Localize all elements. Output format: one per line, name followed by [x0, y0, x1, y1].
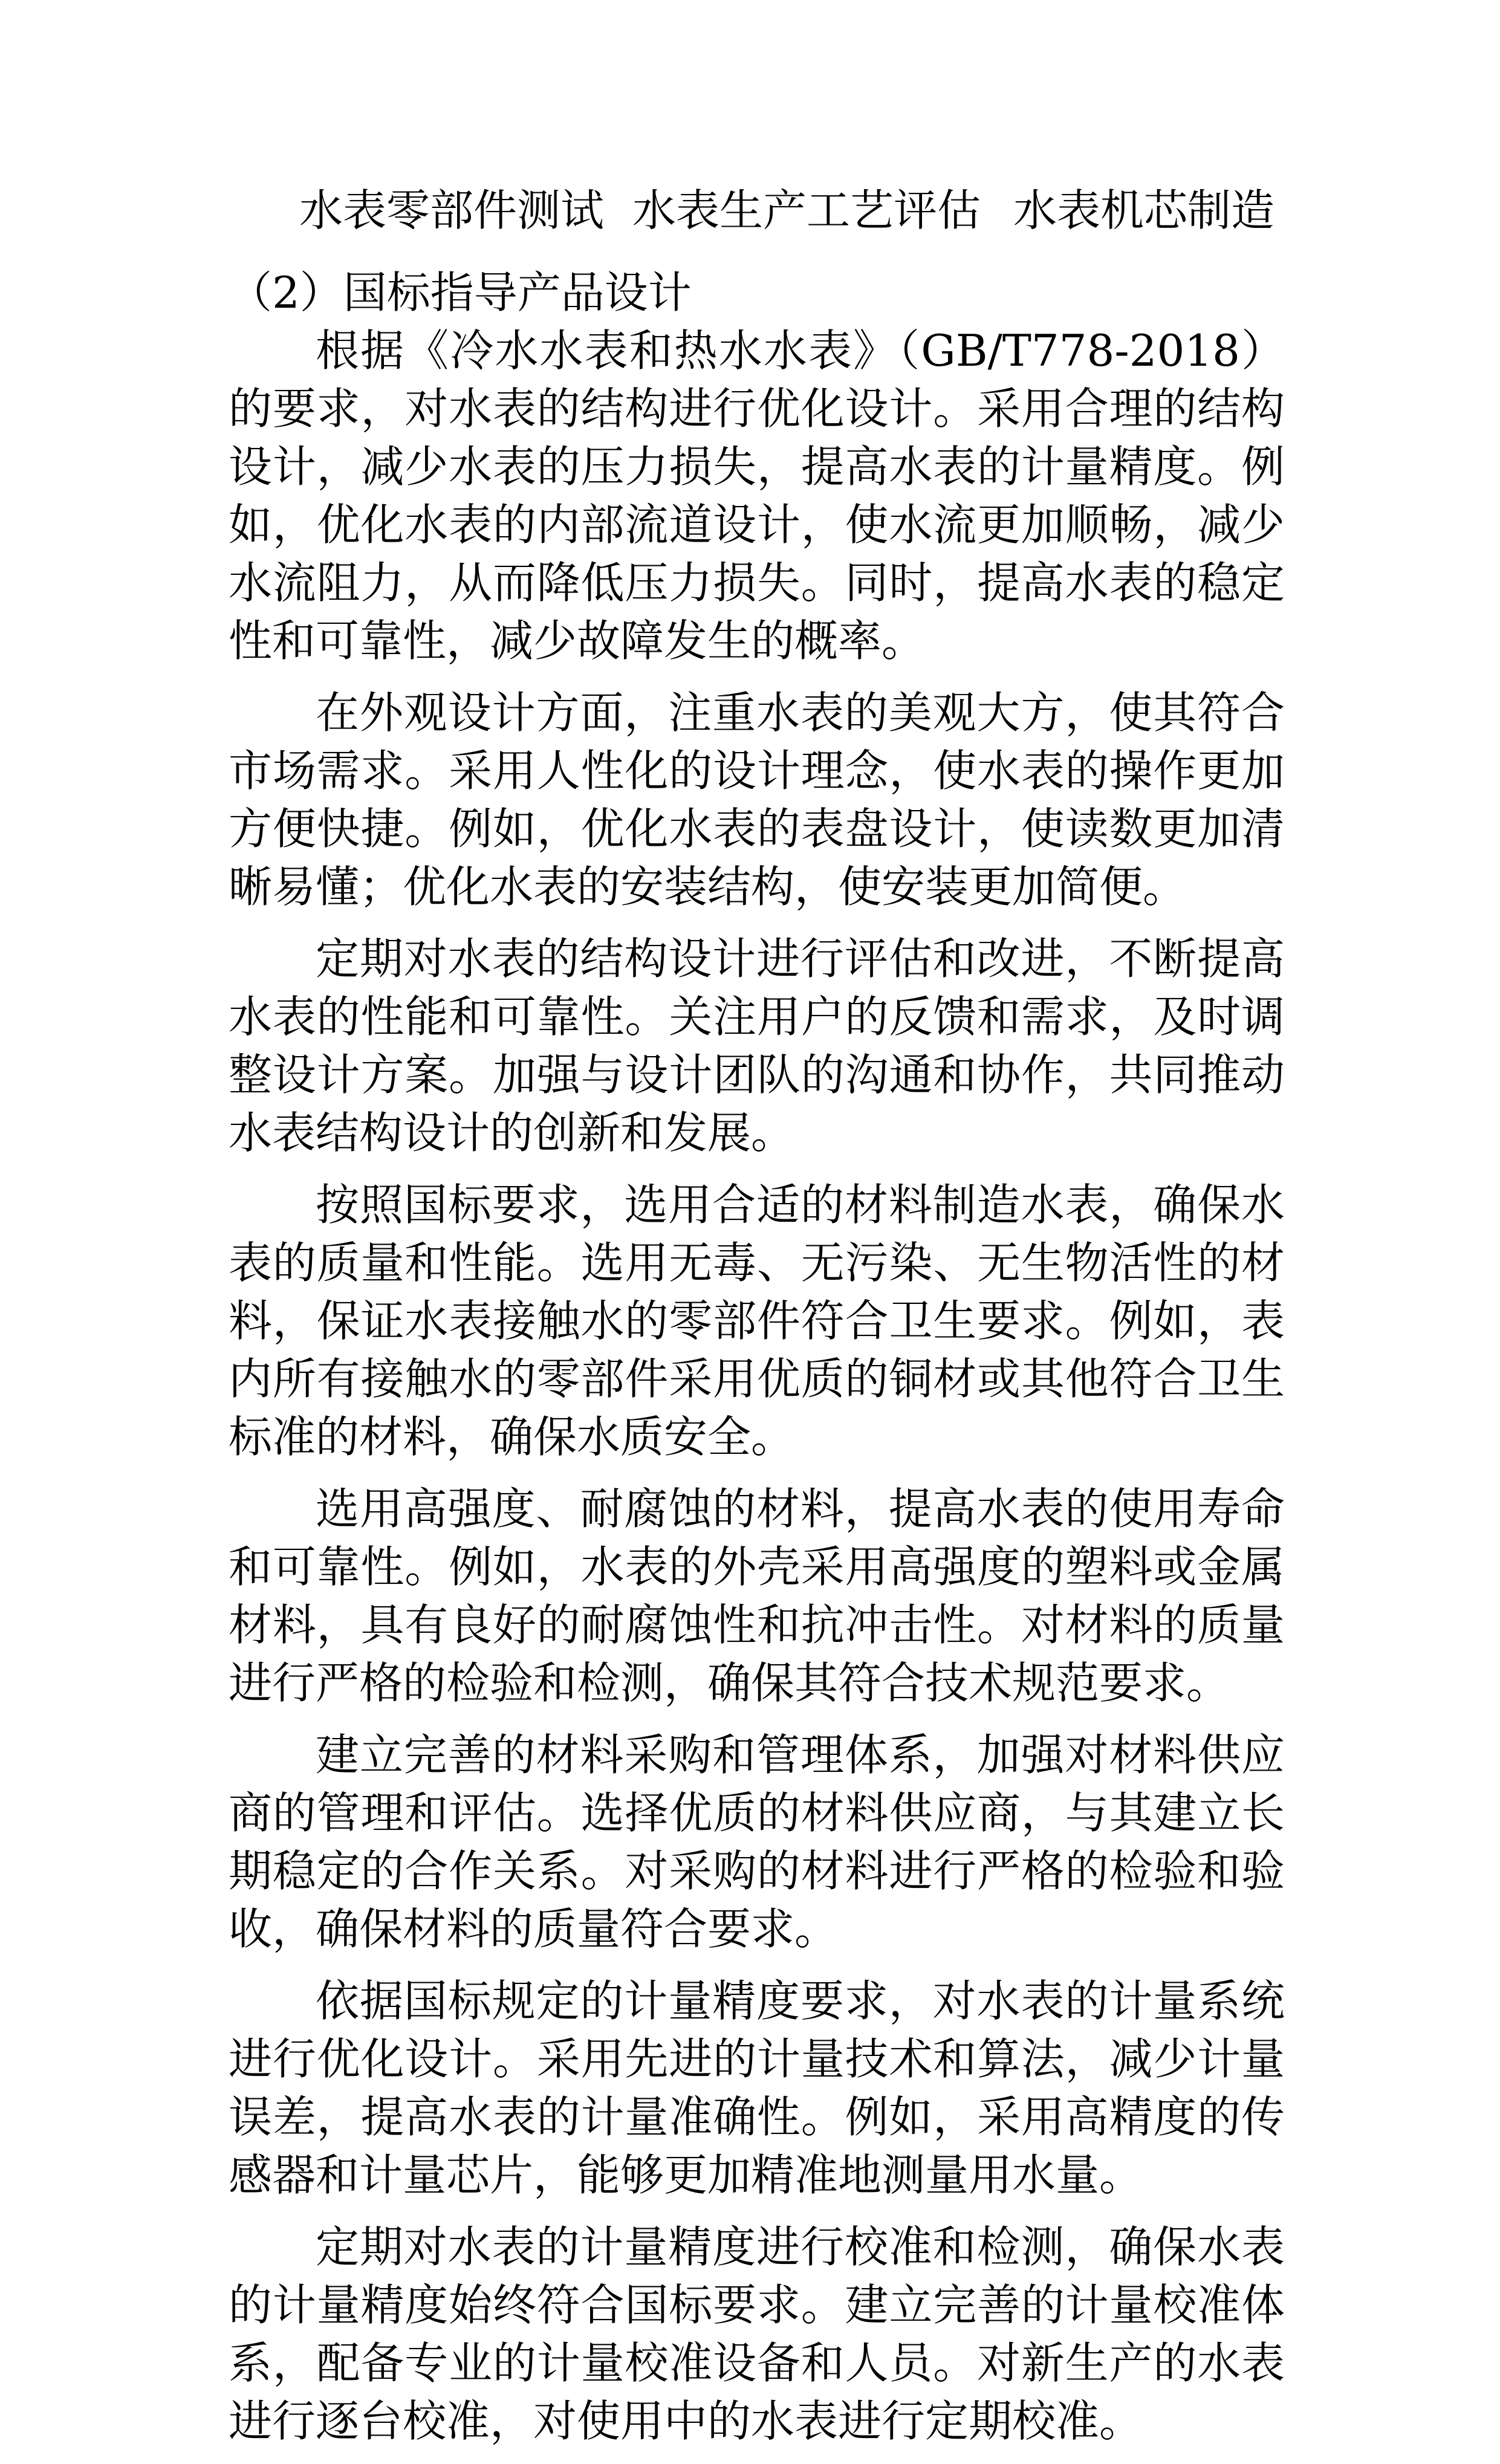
paragraph: 按照国标要求，选用合适的材料制造水表，确保水表的质量和性能。选用无毒、无污染、无生物活性的材料，保证水表接触水的零部件符合卫生要求。例如，表内所有接触水的零部件采用优质的铜材或其他符合卫生标准的材料，确保水质安全。	[229, 1179, 1285, 1462]
paragraph: 定期对水表的结构设计进行评估和改进，不断提高水表的性能和可靠性。关注用户的反馈和需求，及时调整设计方案。加强与设计团队的沟通和协作，共同推动水表结构设计的创新和发展。	[229, 933, 1285, 1158]
paragraph: 选用高强度、耐腐蚀的材料，提高水表的使用寿命和可靠性。例如，水表的外壳采用高强度的塑料或金属材料，具有良好的耐腐蚀性和抗冲击性。对材料的质量进行严格的检验和检测，确保其符合技术规范要求。	[229, 1483, 1285, 1708]
paragraph: 定期对水表的计量精度进行校准和检测，确保水表的计量精度始终符合国标要求。建立完善的计量校准体系，配备专业的计量校准设备和人员。对新生产的水表进行逐台校准，对使用中的水表进行定期校准。	[229, 2222, 1285, 2446]
flow-label-parts-testing: 水表零部件测试	[299, 185, 605, 236]
flow-label-process-evaluation: 水表生产工艺评估	[632, 185, 981, 236]
flow-labels-row	[229, 181, 1285, 239]
paragraph: 根据《冷水水表和热水水表》（GB/T778-2018）的要求，对水表的结构进行优化设计。采用合理的结构设计，减少水表的压力损失，提高水表的计量精度。例如，优化水表的内部流道设计，使水流更加顺畅，减少水流阻力，从而降低压力损失。同时，提高水表的稳定性和可靠性，减少故障发生的概率。	[229, 325, 1285, 666]
paragraph: 建立完善的材料采购和管理体系，加强对材料供应商的管理和评估。选择优质的材料供应商，与其建立长期稳定的合作关系。对采购的材料进行严格的检验和验收，确保材料的质量符合要求。	[229, 1730, 1285, 1954]
paragraph: 依据国标规定的计量精度要求，对水表的计量系统进行优化设计。采用先进的计量技术和算法，减少计量误差，提高水表的计量准确性。例如，采用高精度的传感器和计量芯片，能够更加精准地测量用水量。	[229, 1976, 1285, 2200]
flow-label-movement-manufacturing: 水表机芯制造	[1013, 185, 1275, 236]
section-heading: （2）国标指导产品设计	[229, 267, 692, 318]
paragraph: 在外观设计方面，注重水表的美观大方，使其符合市场需求。采用人性化的设计理念，使水表的操作更加方便快捷。例如，优化水表的表盘设计，使读数更加清晰易懂；优化水表的安装结构，使安装更加简便。	[229, 687, 1285, 912]
